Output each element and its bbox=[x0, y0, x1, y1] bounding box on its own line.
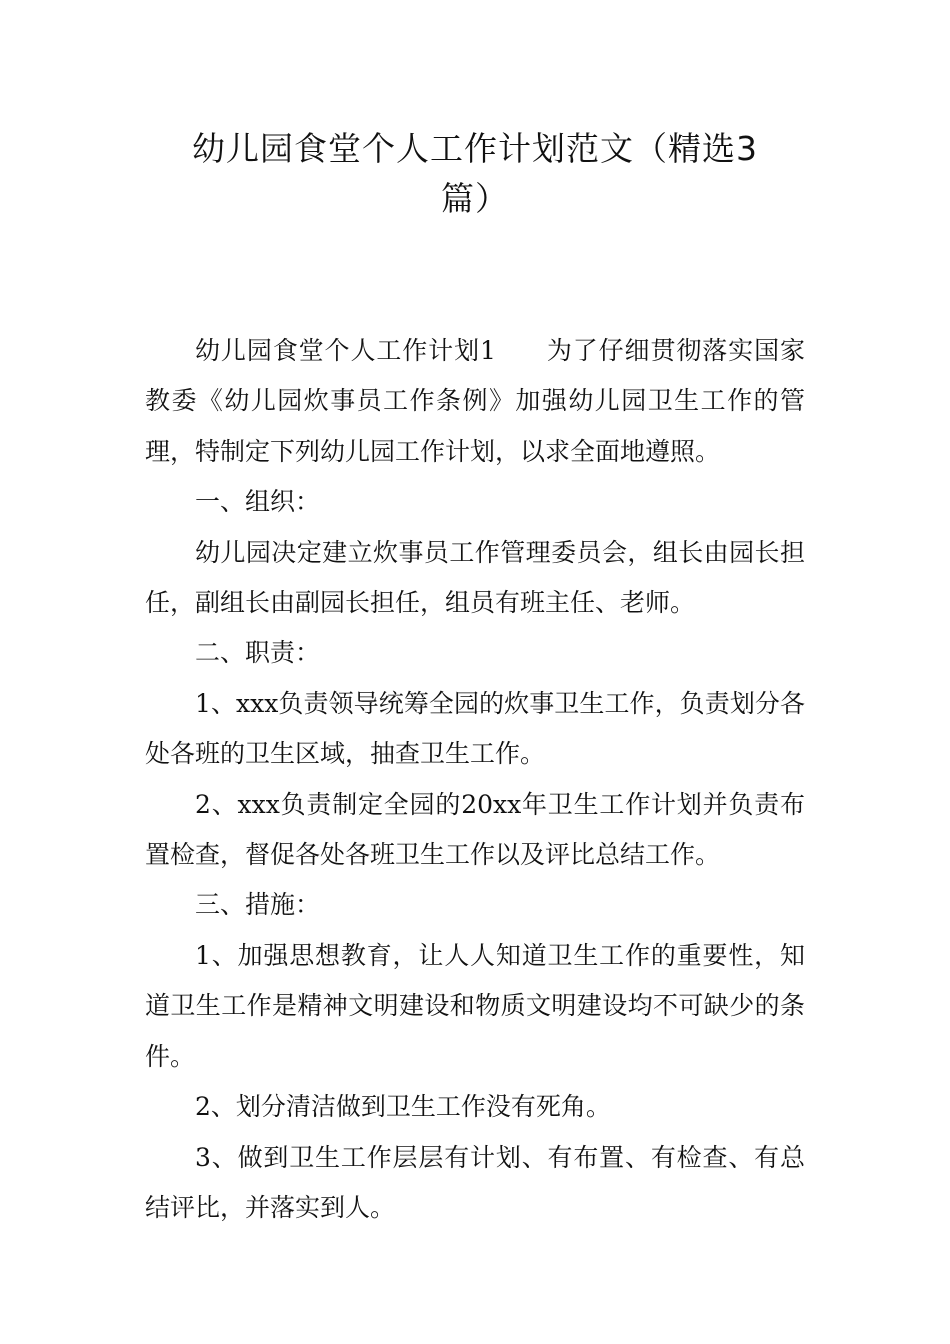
paragraph-duty-2: 2、xxx负责制定全园的20xx年卫生工作计划并负责布置检查，督促各处各班卫生工作以及评比总结工作。 bbox=[145, 789, 805, 870]
paragraph-measure-2: 2、划分清洁做到卫生工作没有死角。 bbox=[195, 1092, 611, 1122]
section-heading-organization: 一、组织： bbox=[195, 487, 321, 517]
title-line-2: 篇） bbox=[441, 179, 509, 218]
paragraph-text: 为了仔细贯彻落实国家教委《幼儿园炊事员工作条例》加强幼儿园卫生工作的管理，特制定下列幼儿园工作计划，以求全面地遵照。 bbox=[145, 336, 805, 466]
section-heading-duties: 二、职责： bbox=[195, 638, 321, 668]
document-title bbox=[150, 124, 800, 224]
paragraph-measure-3: 3、做到卫生工作层层有计划、有布置、有检查、有总结评比，并落实到人。 bbox=[145, 1142, 805, 1222]
paragraph-organization: 幼儿园决定建立炊事员工作管理委员会，组长由园长担任，副组长由副园长担任，组员有班主任、老师。 bbox=[145, 537, 805, 618]
title-line-1: 幼儿园食堂个人工作计划范文（精选3 bbox=[192, 129, 758, 168]
section-heading-measures: 三、措施： bbox=[195, 890, 321, 920]
paragraph-intro bbox=[145, 326, 805, 477]
paragraph-duty-1: 1、xxx负责领导统筹全园的炊事卫生工作，负责划分各处各班的卫生区域，抽查卫生工作。 bbox=[145, 688, 805, 769]
plan-heading: 幼儿园食堂个人工作计划1 bbox=[195, 336, 496, 365]
document-body bbox=[145, 326, 805, 1233]
paragraph-measure-1: 1、加强思想教育，让人人知道卫生工作的重要性，知道卫生工作是精神文明建设和物质文明建设均不可缺少的条件。 bbox=[145, 940, 805, 1071]
